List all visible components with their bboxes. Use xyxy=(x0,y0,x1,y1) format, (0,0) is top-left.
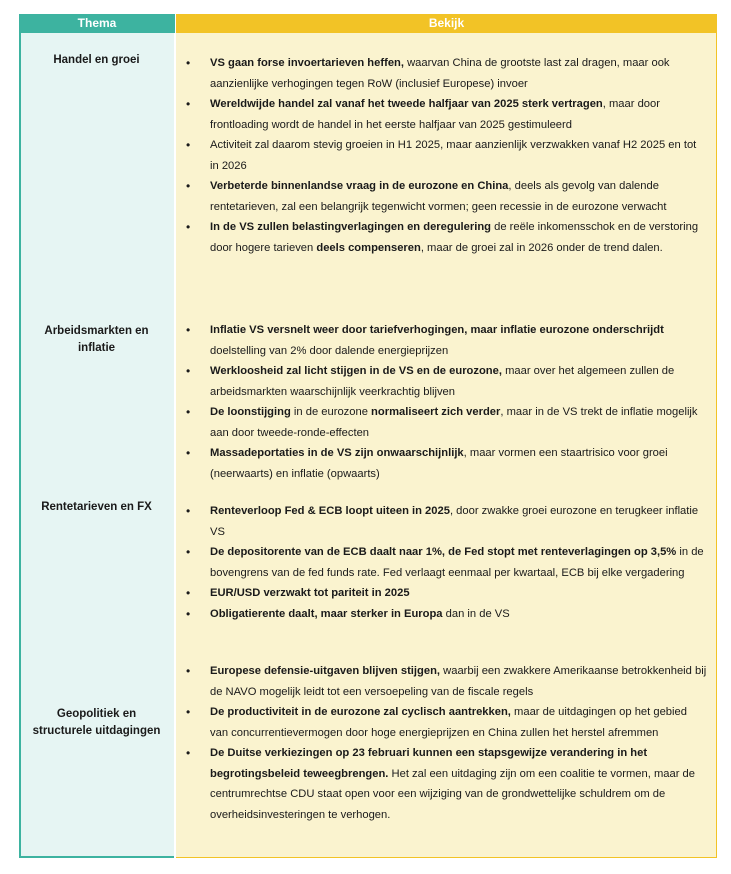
bullet-item: • De Duitse verkiezingen op 23 februari kunnen een stapsgewijze verandering in het begrotingsbeleid teweegbrengen. Het zal een uitdaging zijn om een coalitie te vormen, maar de centrumrechtse CDU staat open voor een wijziging van de grondwettelijke schuldrem om de overheidsinvesteringen te verhogen. xyxy=(176,743,711,825)
bullet-item: • De depositorente van de ECB daalt naar 1%, de Fed stopt met renteverlagingen op 3,5% in de bovengrens van de fed funds rate. Fed verlaagt eenmaal per kwartaal, ECB bij elke vergadering xyxy=(176,542,711,583)
bullet-item: • Wereldwijde handel zal vanaf het tweede halfjaar van 2025 sterk vertragen, maar door frontloading wordt de handel in het eerste halfjaar van 2025 gestimuleerd xyxy=(176,94,711,135)
bullet-item: • Obligatierente daalt, maar sterker in Europa dan in de VS xyxy=(176,604,711,625)
theme-label: Handel en groei xyxy=(53,54,140,66)
bullet-item: • Werkloosheid zal licht stijgen in de VS en de eurozone, maar over het algemeen zullen de arbeidsmarkten waarschijnlijk veerkrachtig blijven xyxy=(176,361,711,402)
bullet-item: • In de VS zullen belastingverlagingen en deregulering de reële inkomensschok en de verstoring door hogere tarieven deels compenseren, maar de groei zal in 2026 onder de trend dalen. xyxy=(176,217,711,258)
theme-label: Rentetarieven en FX xyxy=(41,501,152,513)
bullet-item: • Renteverloop Fed & ECB loopt uiteen in 2025, door zwakke groei eurozone en terugkeer inflatie VS xyxy=(176,501,711,542)
bullet-item: • De loonstijging in de eurozone normaliseert zich verder, maar in de VS trekt de inflatie mogelijk aan door tweede-ronde-effecten xyxy=(176,402,711,443)
bullet-item: • Massadeportaties in de VS zijn onwaarschijnlijk, maar vormen een staartrisico voor groei (neerwaarts) en inflatie (opwaarts) xyxy=(176,443,711,484)
bullet-list xyxy=(176,501,711,624)
bullet-list xyxy=(176,320,711,484)
header-bekijk: Bekijk xyxy=(176,14,717,33)
bullet-list xyxy=(176,53,711,258)
bullet-list xyxy=(176,661,711,825)
theme-label: Geopolitiek en structurele uitdagingen xyxy=(32,708,161,737)
bullet-item: • Activiteit zal daarom stevig groeien in H1 2025, maar aanzienlijk verzwakken vanaf H2 2025 en tot in 2026 xyxy=(176,135,711,176)
header-thema: Thema xyxy=(19,14,175,33)
bullet-item: • Verbeterde binnenlandse vraag in de eurozone en China, deels als gevolg van dalende rentetarieven, zal een belangrijk tegenwicht vormen; geen recessie in de eurozone verwacht xyxy=(176,176,711,217)
bullet-item: • EUR/USD verzwakt tot pariteit in 2025 xyxy=(176,583,711,604)
theme-label: Arbeidsmarkten en inflatie xyxy=(44,325,149,354)
outlook-table xyxy=(19,14,717,859)
bullet-item: • VS gaan forse invoertarieven heffen, waarvan China de grootste last zal dragen, maar ook aanzienlijke verhogingen tegen RoW (inclusief Europese) invoer xyxy=(176,53,711,94)
bullet-item: • Inflatie VS versnelt weer door tariefverhogingen, maar inflatie eurozone onderschrijdt doelstelling van 2% door dalende energieprijzen xyxy=(176,320,711,361)
bullet-item: • Europese defensie-uitgaven blijven stijgen, waarbij een zwakkere Amerikaanse betrokkenheid bij de NAVO mogelijk leidt tot een versoepeling van de fiscale regels xyxy=(176,661,711,702)
bullet-item: • De productiviteit in de eurozone zal cyclisch aantrekken, maar de uitdagingen op het gebied van concurrentievermogen door hoge energieprijzen en China zullen het herstel afremmen xyxy=(176,702,711,743)
